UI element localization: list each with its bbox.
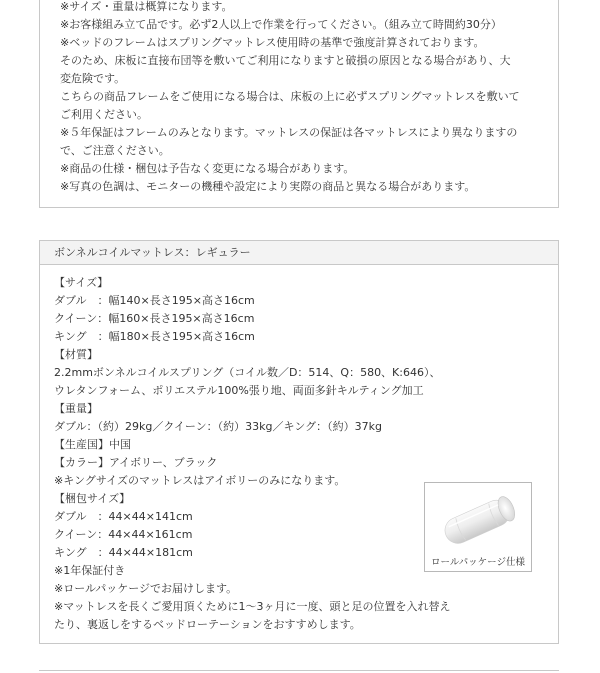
notes-line: そのため、床板に直接布団等を敷いてご利用になりますと破損の原因となる場合があり、大 <box>60 54 511 67</box>
notes-line: ※ベッドのフレームはスプリングマットレス使用時の基準で強度計算されております。 <box>60 36 485 49</box>
spec-line: ウレタンフォーム、ポリエステル100%張り地、両面多針キルティング加工 <box>54 384 424 397</box>
spec-line: ダブル：（約）29kg／クイーン：（約）33kg／キング：（約）37kg <box>54 420 383 433</box>
spec-line: 【サイズ】 <box>54 276 109 289</box>
spec-line: クイーン：幅160×長さ195×高さ16cm <box>54 312 255 325</box>
notes-list <box>60 0 548 196</box>
spec-line: キング ：幅180×長さ195×高さ16cm <box>54 330 255 343</box>
notes-line: 変危険です。 <box>60 72 126 85</box>
notes-line: ※写真の色調は、モニターの機種や設定により実際の商品と異なる場合があります。 <box>60 180 476 193</box>
spec-line: 【梱包サイズ】 <box>54 492 131 505</box>
spec-line: ※マットレスを長くご愛用頂くために1～3ヶ月に一度、頭と足の位置を入れ替え <box>54 600 451 613</box>
spec-line: ダブル ：幅140×長さ195×高さ16cm <box>54 294 255 307</box>
spec-line: 【カラー】アイボリー、ブラック <box>54 456 218 469</box>
notes-line: で、ご注意ください。 <box>60 144 170 157</box>
roll-package-image <box>424 482 532 572</box>
notes-line: こちらの商品フレームをご使用になる場合は、床板の上に必ずスプリングマットレスを敷いて <box>60 90 520 103</box>
notes-panel <box>39 0 559 208</box>
mattress-spec-panel <box>39 240 559 644</box>
package-caption: ロールパッケージ仕様 <box>431 557 525 568</box>
section-divider <box>39 670 559 671</box>
spec-line: 【材質】 <box>54 348 98 361</box>
spec-line: ※1年保証付き <box>54 564 126 577</box>
rolled-mattress-icon <box>433 487 525 551</box>
spec-line: たり、裏返しをするベッドローテーションをおすすめします。 <box>54 618 361 631</box>
notes-line: ※サイズ・重量は概算になります。 <box>60 0 233 13</box>
spec-line: 【重量】 <box>54 402 98 415</box>
spec-line: 【生産国】中国 <box>54 438 131 451</box>
notes-line: ※お客様組み立て品です。必ず2人以上で作業を行ってください。（組み立て時間約30分） <box>60 18 502 31</box>
notes-line: ※５年保証はフレームのみとなります。マットレスの保証は各マットレスにより異なりますの <box>60 126 518 139</box>
spec-line: クイーン：44×44×161cm <box>54 528 193 541</box>
spec-line: ※キングサイズのマットレスはアイボリーのみになります。 <box>54 474 346 487</box>
mattress-spec-list <box>54 274 548 634</box>
spec-line: ※ロールパッケージでお届けします。 <box>54 582 238 595</box>
spec-line: キング ：44×44×181cm <box>54 546 193 559</box>
mattress-spec-title: ボンネルコイルマットレス：レギュラー <box>40 241 558 265</box>
spec-line: 2.2mmボンネルコイルスプリング（コイル数／D：514、Q：580、K:646）、 <box>54 366 441 379</box>
notes-line: ご利用ください。 <box>60 108 148 121</box>
notes-line: ※商品の仕様・梱包は予告なく変更になる場合があります。 <box>60 162 355 175</box>
spec-line: ダブル ：44×44×141cm <box>54 510 193 523</box>
